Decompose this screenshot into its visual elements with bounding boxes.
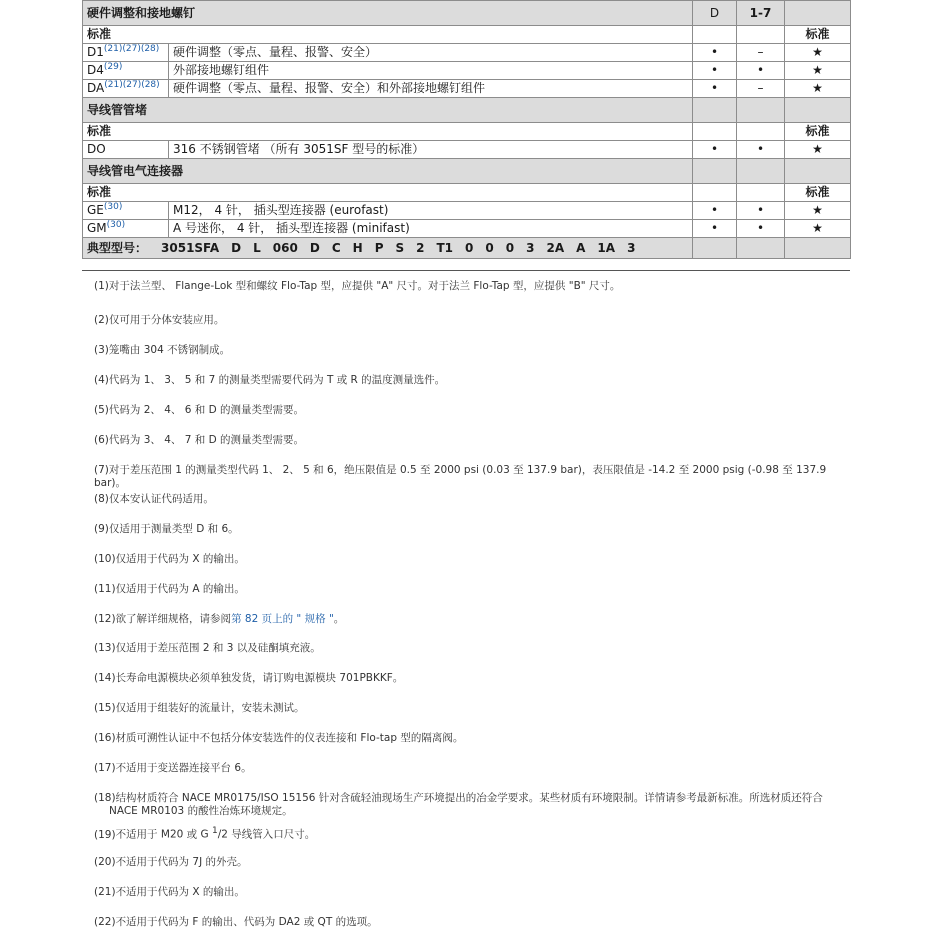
model-code-segment: S xyxy=(395,241,405,255)
section-connector-row xyxy=(83,159,851,184)
footnote-text: 仅适用于代码为 A 的输出。 xyxy=(115,583,245,595)
footnote-number: (8) xyxy=(94,493,109,505)
footnote-item xyxy=(94,792,834,818)
option-row-gm xyxy=(83,220,851,238)
availability-mark: • xyxy=(693,141,737,159)
option-code: DA$^{(21)(27)(28)}$ xyxy=(83,80,169,98)
model-code-segment: P xyxy=(374,241,384,255)
footnote-text: 结构材质符合 NACE MR0175/ISO 15156 针对含硫轻油现场生产环境提出的冶金学要求。某些材质有环境限制。详情请参考最新标准。所选材质还符合 xyxy=(115,792,823,804)
availability-mark: • xyxy=(737,62,785,80)
standard-column-label: 标准 xyxy=(785,26,851,44)
footnote-item xyxy=(94,434,834,447)
footnote-text: 仅本安认证代码适用。 xyxy=(108,493,214,505)
option-description: 硬件调整（零点、量程、报警、安全）和外部接地螺钉组件 xyxy=(169,80,693,98)
model-code-segment: 3051SFA xyxy=(161,241,220,255)
footnote-number: (15) xyxy=(94,702,116,714)
model-code-segment: D xyxy=(231,241,242,255)
star-icon: ★ xyxy=(785,62,851,80)
availability-mark: • xyxy=(693,62,737,80)
option-description: 外部接地螺钉组件 xyxy=(169,62,693,80)
footnote-number: (14) xyxy=(94,672,116,684)
option-description: M12， 4 针， 插头型连接器 (eurofast) xyxy=(169,202,693,220)
star-icon: ★ xyxy=(785,202,851,220)
footnote-text: 仅适用于差压范围 2 和 3 以及硅酮填充液。 xyxy=(115,642,321,654)
footnote-number: (22) xyxy=(94,916,116,928)
typical-model-row xyxy=(83,238,851,259)
option-row-d4 xyxy=(83,62,851,80)
section-title-plug: 导线管管堵 xyxy=(83,98,693,123)
model-code-segment: 0 xyxy=(465,241,474,255)
footnote-number: (21) xyxy=(94,886,116,898)
footnote-item xyxy=(94,916,834,929)
divider xyxy=(82,270,850,271)
footnote-text: 仅适用于组装好的流量计，安装未测试。 xyxy=(115,702,305,714)
model-code-segment: 2A xyxy=(546,241,565,255)
spec-page-link[interactable]: 第 82 页上的 " 规格 " xyxy=(231,613,334,625)
footnote-number: (11) xyxy=(94,583,116,595)
footnote-item xyxy=(94,493,834,506)
model-code-segment: 3 xyxy=(627,241,636,255)
availability-mark: • xyxy=(737,220,785,238)
standard-column-label: 标准 xyxy=(785,184,851,202)
footnote-text: NACE MR0103 的酸性冶炼环境规定。 xyxy=(109,805,293,817)
footnote-text: 对于差压范围 1 的测量类型代码 1、 2、 5 和 6，绝压限值是 0.5 至 2000 psi (0.03 至 137.9 bar)，表压限值是 -14.2 至 2000 psig (-0.98 至 137.9 bar)。 xyxy=(94,464,827,489)
footnote-text: 长寿命电源模块必须单独发货，请订购电源模块 701PBKKF。 xyxy=(115,672,404,684)
availability-mark: – xyxy=(737,80,785,98)
model-code-segment: A xyxy=(576,241,586,255)
footnote-item xyxy=(94,583,834,596)
footnote-ref[interactable]: (30) xyxy=(106,220,126,230)
footnote-item xyxy=(94,886,834,899)
column-header-range: 1-7 xyxy=(737,1,785,26)
standard-label: 标准 xyxy=(83,26,693,44)
footnote-ref[interactable]: (29) xyxy=(103,62,123,72)
column-header-d: D xyxy=(693,1,737,26)
footnote-text: 代码为 1、 3、 5 和 7 的测量类型需要代码为 T 或 R 的温度测量选件。 xyxy=(108,374,446,386)
footnote-number: (9) xyxy=(94,523,109,535)
footnote-text: 仅适用于代码为 X 的输出。 xyxy=(115,553,245,565)
star-icon: ★ xyxy=(785,80,851,98)
model-code-segment: 1A xyxy=(597,241,616,255)
footnote-number: (7) xyxy=(94,464,109,476)
footnote-number: (4) xyxy=(94,374,109,386)
option-code: D4$^{(29)}$ xyxy=(83,62,169,80)
standard-label: 标准 xyxy=(83,123,693,141)
model-code-segment: D xyxy=(309,241,320,255)
typical-model-code xyxy=(161,241,647,255)
model-code-segment: L xyxy=(253,241,261,255)
footnote-text: 不适用于变送器连接平台 6。 xyxy=(115,762,252,774)
model-code-segment: 060 xyxy=(272,241,298,255)
standard-column-label: 标准 xyxy=(785,123,851,141)
footnote-item xyxy=(94,314,834,327)
footnote-item xyxy=(94,672,834,685)
model-code-segment: 3 xyxy=(526,241,535,255)
star-icon: ★ xyxy=(785,141,851,159)
footnote-text: 不适用于代码为 7J 的外壳。 xyxy=(115,856,248,868)
footnote-item xyxy=(94,374,834,387)
footnote-ref[interactable]: (21)(27)(28) xyxy=(104,80,160,90)
option-row-d1 xyxy=(83,44,851,62)
option-code: GE$^{(30)}$ xyxy=(83,202,169,220)
availability-mark: – xyxy=(737,44,785,62)
model-code-segment: 0 xyxy=(485,241,494,255)
model-code-segment: H xyxy=(352,241,363,255)
footnote-number: (13) xyxy=(94,642,116,654)
column-header-std xyxy=(785,1,851,26)
footnote-number: (5) xyxy=(94,404,109,416)
footnote-number: (19) xyxy=(94,828,116,841)
footnote-text: 仅可用于分体安装应用。 xyxy=(108,314,225,326)
footnote-item xyxy=(94,762,834,775)
footnote-item xyxy=(94,856,834,869)
availability-mark: • xyxy=(693,44,737,62)
option-row-do xyxy=(83,141,851,159)
model-code-segment: 2 xyxy=(416,241,425,255)
footnote-ref[interactable]: (21)(27)(28) xyxy=(103,44,160,54)
availability-mark: • xyxy=(693,220,737,238)
section-title-hardware: 硬件调整和接地螺钉 xyxy=(83,1,693,26)
footnote-text: 代码为 3、 4、 7 和 D 的测量类型需要。 xyxy=(108,434,305,446)
footnote-ref[interactable]: (30) xyxy=(103,202,123,212)
footnote-text: 材质可溯性认证中不包括分体安装选件的仪表连接和 Flo-tap 型的隔离阀。 xyxy=(115,732,464,744)
footnote-item xyxy=(94,344,834,357)
footnote-item xyxy=(94,523,834,536)
options-table xyxy=(82,0,851,259)
typical-model-label: 典型型号： xyxy=(87,241,148,255)
footnote-text: 笼嘴由 304 不锈钢制成。 xyxy=(108,344,231,356)
availability-mark: • xyxy=(737,141,785,159)
footnote-number: (20) xyxy=(94,856,116,868)
typical-model xyxy=(83,238,693,259)
footnote-text: 对于法兰型、 Flange-Lok 型和螺纹 Flo-Tap 型，应提供 "A" 尺寸。对于法兰 Flo-Tap 型，应提供 "B" 尺寸。 xyxy=(108,280,621,292)
footnote-item xyxy=(94,702,834,715)
footnote-text: 不适用于代码为 F 的输出、代码为 DA2 或 QT 的选项。 xyxy=(115,916,378,928)
footnote-item xyxy=(94,732,834,745)
footnote-number: (16) xyxy=(94,732,116,744)
footnote-item xyxy=(94,280,834,293)
footnote-item: (12)欲了解详细规格，请参阅第 82 页上的 " 规格 "。 xyxy=(94,613,345,625)
star-icon: ★ xyxy=(785,44,851,62)
availability-mark: • xyxy=(693,202,737,220)
availability-mark: • xyxy=(693,80,737,98)
footnote-item xyxy=(94,642,834,655)
footnote-number: (1) xyxy=(94,280,109,292)
footnote-item: (19)不适用于 M20 或 G $^1$/2 导线管入口尺寸。 xyxy=(94,826,316,841)
footnote-number: (12) xyxy=(94,613,116,625)
footnote-number: (18) xyxy=(94,792,116,804)
section-title-connector: 导线管电气连接器 xyxy=(83,159,693,184)
footnote-number: (17) xyxy=(94,762,116,774)
footnote-item xyxy=(94,553,834,566)
footnote-number: (6) xyxy=(94,434,109,446)
option-code: DO xyxy=(83,141,169,159)
standard-row xyxy=(83,123,851,141)
footnote-item xyxy=(94,404,834,417)
option-description: 硬件调整（零点、量程、报警、安全） xyxy=(169,44,693,62)
standard-label: 标准 xyxy=(83,184,693,202)
section-plug-row xyxy=(83,98,851,123)
model-code-segment: C xyxy=(331,241,341,255)
section-hardware-row xyxy=(83,1,851,26)
option-code: D1$^{(21)(27)(28)}$ xyxy=(83,44,169,62)
model-code-segment: 0 xyxy=(505,241,515,255)
footnote-number: (10) xyxy=(94,553,116,565)
option-row-da xyxy=(83,80,851,98)
option-row-ge xyxy=(83,202,851,220)
model-code-segment: T1 xyxy=(436,241,454,255)
footnote-number: (3) xyxy=(94,344,109,356)
star-icon: ★ xyxy=(785,220,851,238)
footnote-text: 代码为 2、 4、 6 和 D 的测量类型需要。 xyxy=(108,404,305,416)
option-code: GM$^{(30)}$ xyxy=(83,220,169,238)
footnote-text: 不适用于代码为 X 的输出。 xyxy=(115,886,245,898)
availability-mark: • xyxy=(737,202,785,220)
option-description: A 号迷你， 4 针， 插头型连接器 (minifast) xyxy=(169,220,693,238)
standard-row xyxy=(83,26,851,44)
standard-row xyxy=(83,184,851,202)
footnote-text: 仅适用于测量类型 D 和 6。 xyxy=(108,523,239,535)
option-description: 316 不锈钢管堵 （所有 3051SF 型号的标准） xyxy=(169,141,693,159)
footnote-number: (2) xyxy=(94,314,109,326)
footnote-item xyxy=(94,464,834,490)
